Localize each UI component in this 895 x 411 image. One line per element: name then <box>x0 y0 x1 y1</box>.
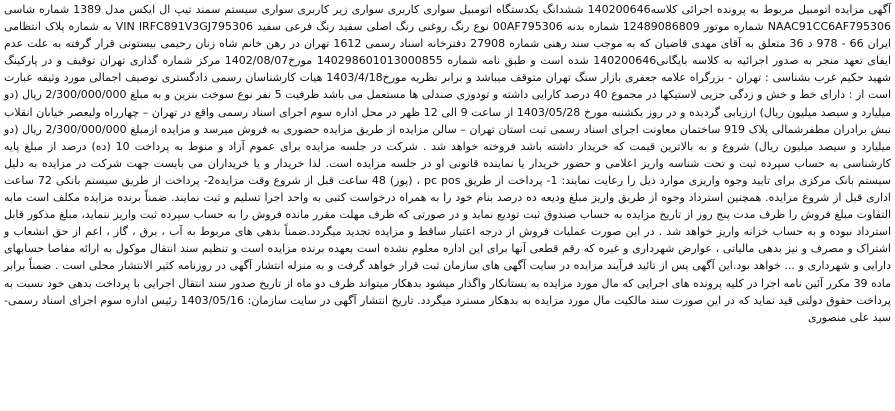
auction-notice-text: آگهی مزایده اتومبیل مربوط به پرونده اجرائی کلاسه140200646 ششدانگ یکدستگاه اتومبیل سواری کاربری سواری زیر کاربری سواری سیستم سمند تیپ ال ایکس مدل 1389 شماره شاسی NAAC91CC6AF795306 شماره موتور 12489086809 شماره بدنه 00AF795306 نوع رنگ روغنی رنگ اصلی سفید رنگ فرعی سفید VIN IRFC891V3GJ795306 به شماره پلاک انتظامی ایران 66 - 978 د 36 متعلق به آقای مهدی قاضیان که به موجب سند رهنی شماره 27908 دفترخانه اسناد رسمی 1612 تهران در رهن خانم شاه زنان رحیمی بیستونی قرار گرفته به علت عدم ایفای تعهد منجر به صدور اجرائیه به کلاسه بایگانی140200646 شده است و طبق نامه شماره 140298601013000855 مورخ1402/08/07 مرکز شماره گذاری تهران توقیف و در پارکینگ شهید حکیم غرب بشناسی : تهران - بزرگراه علامه جعفری بازار سنگ تهران متوقف میباشد و برابر نظریه مورخ1403/4/18 هیات کارشناسان رسمی دادگستری توصیف اجمالی مورد وثیقه عبارت است از : دارای خط و خش و زدگی جزیی لاستیکها در مجموع 40 درصد کارایی داشته و تودوزی صندلی ها مستعمل می باشد ظرفیت 5 نفر نوع سوخت بنزین و به مبلغ 2/300/000/000 ریال (دو میلیارد و سیصد میلیون ریال) ارزیابی گردیده و در روز یکشنبه مورخ 1403/05/28 از ساعت 9 الی 12 ظهر در محل اداره سوم اجرای اسناد رسمی واقع در تهران – چهارراه ولیعصر خیابان انقلاب نبش برادران مظفرشمالی پلاک 919 ساختمان معاونت اجرای اسناد رسمی ثبت استان تهران – سالن مزایده از طریق مزایده حضوری به فروش میرسد و مزایده ازمبلغ 2/300/000/000 ریال (دو میلیارد و سیصد میلیون ریال) شروع و به بالاترین قیمت که خریدار داشته باشد فروخته خواهد شد . شرکت در جلسه مزایده برای عموم آزاد و منوط به پرداخت 10 (ده) درصد از مبلغ پایه کارشناسی به حساب سپرده ثبت و تحت شناسه واریز اعلامی و حضور خریدار یا نماینده قانونی او در جلسه مزایده است. لذا خریدار و یا خریداران می بایست جهت شرکت در مزایده به دلیل سیستم بانک مرکزی برای تایید وجوه واریزی موارد ذیل را رعایت نمایند: 1- پرداخت از طریق pc pos ، (پوز) 48 ساعت قبل از شروع وقت مزایده2- پرداخت از طریق سیستم بانکی 72 ساعت اداری قبل از شروع مزایده. همچنین استرداد وجوه از طریق واریز مبلغ ودیعه ده درصد بنام خود را به همراه درخواست کتبی به واحد اجرا تسلیم و ثبت نمایند. ضمناً برنده مزایده مکلف است مابه التفاوت مبلغ فروش را ظرف مدت پنج روز از تاریخ مزایده به حساب صندوق ثبت تودیع نماید و در صورتی که ظرف مهلت مقرر مانده فروش را به حساب سپرده ثبت واریز ننماید، مبلغ مذکور قابل استرداد نبوده و به حساب خزانه واریز خواهد شد . در این صورت عملیات فروش از درجه اعتبار ساقط و مزایده تجدید میگردد.ضمناً بدهی های مربوط به آب ، برق ، گاز ، اعم از حق انشعاب و اشتراک و مصرف و نیز بدهی مالیاتی ، عوارض شهرداری و غیره که رقم قطعی آنها برای این اداره معلوم نشده است بعهده برنده مزایده است و تنظیم سند انتقال موکول به ارائه مفاصا حسابهای دارایی و شهرداری و ... خواهد بود.این آگهی پس از تائید فرآیند مزایده در سایت آگهی های سازمان ثبت قرار خواهد گرفت و به منزله انتشار آگهی در روزنامه کثیر الانتشار محلی است . ضمناً برابر ماده 39 مکرر آئین نامه اجرا در کلیه پرونده های اجرایی که مال مورد مزایده به بستانکار واگذار میشود بدهکار میتواند ظرف دو ماه از تاریخ صدور سند انتقال اجرایی با پرداخت بدهی خود نسبت به پرداخت حقوق دولتی قید نماید که در این صورت سند مالکیت مال مورد مزایده به بدهکار مسترد میگردد. تاریخ انتشار آگهی در سایت سازمان: 1403/05/16 رئیس اداره سوم اجرای اسناد رسمی- سید علی منصوری <box>4 3 892 324</box>
